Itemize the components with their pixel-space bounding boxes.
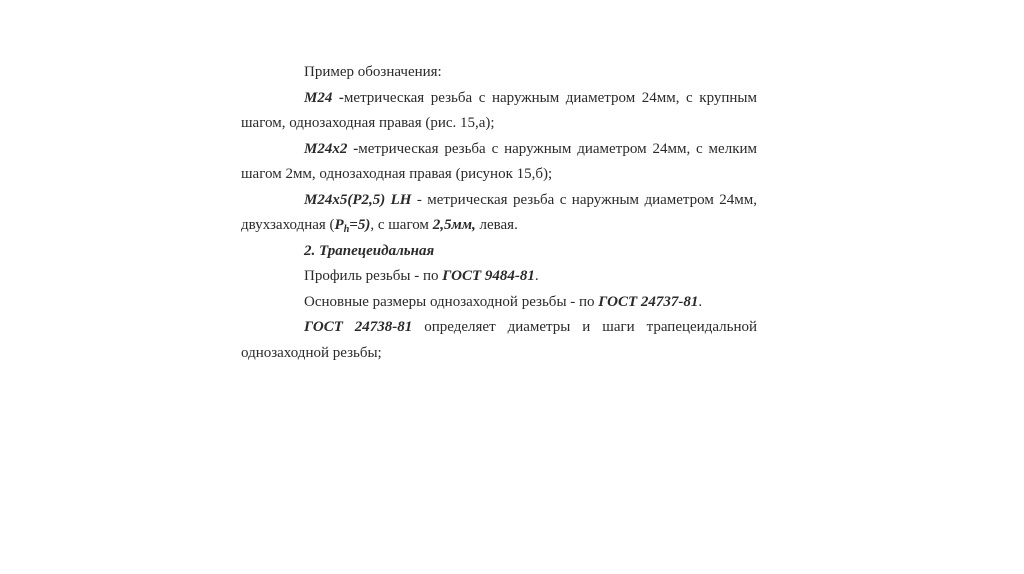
profile-text: Профиль резьбы - по (304, 268, 443, 284)
thread-description: метрическая резьба с наружным диаметром 24мм, с крупным шагом, однозаходная правая (рис. 15,а); (241, 89, 758, 131)
thread-step: 2,5мм, (432, 217, 476, 233)
thread-code-m24x2: М24х2 (304, 140, 348, 157)
dash: - (347, 140, 359, 157)
standard-ref: ГОСТ 9484-81 (442, 268, 535, 284)
period: . (698, 293, 703, 310)
paragraph-dimensions (241, 290, 757, 316)
paragraph-m24x5 (241, 188, 757, 239)
standard-ref: ГОСТ 24737-81 (598, 293, 699, 310)
paragraph-gost-24738 (241, 315, 757, 366)
standard-ref: ГОСТ 24738-81 (304, 319, 413, 335)
ph-value: =5) (349, 217, 371, 233)
paragraph-section-heading (241, 239, 757, 265)
paragraph-profile (241, 264, 757, 290)
document-body (241, 60, 757, 366)
period: . (534, 268, 539, 284)
section-heading: 2. Трапецеидальная (304, 242, 435, 259)
ph-subscript: h (343, 224, 350, 235)
gost-description: определяет диаметры и шаги трапецеидальной однозаходной резьбы; (241, 319, 757, 361)
paragraph-m24x2 (241, 137, 757, 188)
example-label: Пример обозначения: (304, 64, 442, 80)
ph-main: P (334, 217, 344, 233)
thread-description-cont: , с шагом (370, 217, 433, 233)
thread-description: - метрическая резьба с наружным диаметром 24мм, двухзаходная ( (241, 191, 757, 233)
ph-symbol (335, 217, 371, 233)
dash: - (332, 89, 344, 106)
thread-code-m24x5: М24х5(Р2,5) LH (304, 191, 412, 208)
thread-description: метрическая резьба с наружным диаметром 24мм, с мелким шагом 2мм, однозаходная правая (рисунок 15,б); (241, 140, 757, 182)
thread-description-end: левая. (475, 217, 518, 233)
dimensions-text: Основные размеры однозаходной резьбы - по (304, 293, 599, 310)
paragraph-m24 (241, 86, 757, 137)
thread-code-m24: М24 (304, 89, 333, 106)
paragraph-example-label (241, 60, 757, 86)
